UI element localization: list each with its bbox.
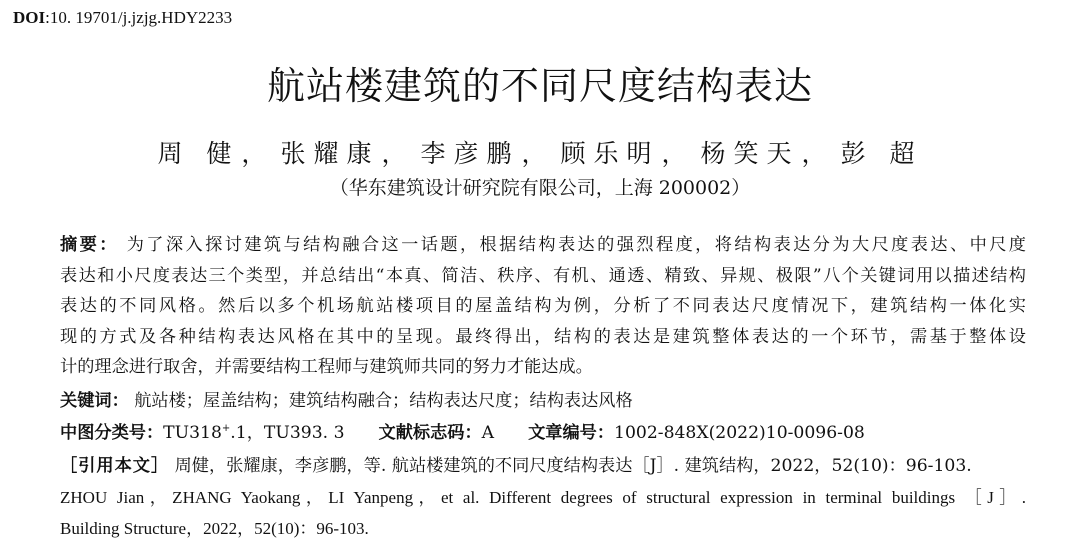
clc-value-main: TU318 [163,423,222,443]
clc-value-sup: + [221,423,231,434]
author-name: 李彦鹏 [420,139,520,168]
doi-line [13,7,232,29]
author-name: 彭 超 [840,139,923,168]
citation-label: ［引用本文］ [60,456,170,476]
clc-value-rest: .1，TU393. 3 [230,423,345,443]
doc-code-value: A [481,423,495,443]
citation-en-line: ZHOU Jian，ZHANG Yaokang，LI Yanpeng，et al. Different degrees of structural expression in terminal buildings ［J］. [60,488,1026,507]
clc-label: 中图分类号： [60,423,164,443]
abstract-line: 表达和小尺度表达三个类型，并总结出“本真、简洁、秩序、有机、通透、精致、异规、极限”八个关键词用以描述结构 [60,265,1026,286]
abstract-line [60,230,1026,261]
doc-code-label: 文献标志码： [378,423,482,443]
author-list [0,136,1080,172]
abstract [60,230,1026,383]
affiliation: （华东建筑设计研究院有限公司，上海 200002） [329,177,751,199]
citation-zh: 周健，张耀康，李彦鹏，等. 航站楼建筑的不同尺度结构表达［J］. 建筑结构，2022，52(10)：96-103. [174,456,972,476]
author-separator: ， [241,139,267,168]
abstract-label: 摘要： [60,235,119,255]
doi-label: DOI [13,8,46,27]
citation [60,451,1026,544]
classification-line [60,420,865,446]
citation-zh-line [60,451,1026,482]
clc-value [163,423,344,443]
abstract-line: 现的方式及各种结构表达风格在其中的呈现。最终得出，结构的表达是建筑整体表达的一个环节，需基于整体设 [60,326,1026,347]
article-no-label: 文章编号： [528,423,615,443]
author-name: 张耀康 [280,139,380,168]
author-name: 周 健 [157,139,240,168]
abstract-text: 为了深入探讨建筑与结构融合这一话题，根据结构表达的强烈程度，将结构表达分为大尺度表达、中尺度 [126,235,1026,255]
author-name: 顾乐明 [560,139,660,168]
paper-title: 航站楼建筑的不同尺度结构表达 [266,64,813,108]
author-separator: ， [381,139,407,168]
keywords [60,388,633,414]
author-separator: ， [661,139,687,168]
author-name: 杨笑天 [700,139,800,168]
author-separator: ， [801,139,827,168]
citation-en-line: Building Structure，2022，52(10)：96-103. [60,519,369,538]
keywords-label: 关键词： [60,391,129,411]
abstract-line: 计的理念进行取舍，并需要结构工程师与建筑师共同的努力才能达成。 [60,357,593,378]
doi-value: :10. 19701/j.jzjg.HDY2233 [45,8,233,27]
keywords-text: 航站楼；屋盖结构；建筑结构融合；结构表达尺度；结构表达风格 [134,391,633,411]
author-separator: ， [521,139,547,168]
article-no-value: 1002-848X(2022)10-0096-08 [614,423,865,443]
abstract-line: 表达的不同风格。然后以多个机场航站楼项目的屋盖结构为例，分析了不同表达尺度情况下，建筑结构一体化实 [60,296,1026,317]
